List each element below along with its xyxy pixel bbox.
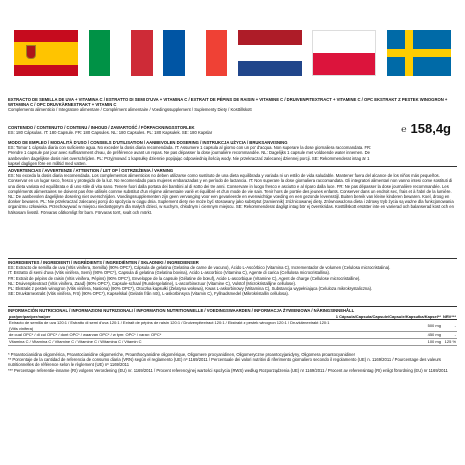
table-row <box>8 320 457 332</box>
row-nrv: - <box>442 320 457 332</box>
flag-poland <box>312 30 376 76</box>
ingredient-line-se: SE: Druvkärnextrakt (Vitis vinifera, Frö) (90% OPC*), Kapselskal (Gelatin från nöt), L-askorbinsyra (Vitamin C), Fyllnadsmedel (Mikrokristallin cellulosa). <box>8 291 289 297</box>
ingredients-block <box>8 260 457 296</box>
nutrition-heading: INFORMACIÓN NUTRICIONAL / INFORMAZIONI NUTRIZIONALI / INFORMATION NUTRITIONNELLE / VOEDINGSWAARDEN / INFORMACJA ŻYWIENIOWA / NÄRINGSINNEHÅLL <box>8 308 355 313</box>
row-nrv: 125 % <box>442 338 457 345</box>
col-per: por/per/par/per/na/per <box>8 313 335 319</box>
row-label: Vitamina C / Vitamina C / Vitamine C / Vitamine C / Witamina C / Vitamin C <box>8 338 335 345</box>
product-subtitle: Complemento alimenticio / Integratore alimentare / Complément alimentaire / Voedingssupplement / Suplementy Diety / Kosttillskott <box>8 107 252 113</box>
warnings-block <box>8 168 457 215</box>
row-label: de cual OPC* / di cui OPC* / dont OPC* / waarvan OPC* / w tym: OPC* / varav: OPC* <box>8 332 335 339</box>
col-per-capsule: 1 Cápsula/Capsula/Capsule/Capsule/Kapsułka/Kapsel** <box>335 313 441 319</box>
ingredients-heading: INGREDIENTES / INGREDIENTI / INGRÉDIENTS / INGREDIËNTEN / SKŁADNIKI / INGREDIENSER <box>8 260 199 265</box>
row-nrv: - <box>442 332 457 339</box>
row-label: Extracto de semilla de uva 120:1 / Estratto di semi d'uva 120:1 / Extrait de pépins de raisin 120:1 / Druivenpitextract 120:1 / Ekstrakt z pestek winogron 120:1 / Druvkärnextrakt 120:1 (Vitis vinifera) <box>8 320 335 332</box>
product-title-block <box>8 97 457 113</box>
footnote-2: ** Porcentaje de la cantidad de referencia de consumo diaria (VRN) según el reglamento (UE) nº 1169/2011 / Percentuale dei valori nutritivi di riferimento giornaliero secondo il regolamento (UE) n. 1169/2011 / Pourcentage des valeurs nutritionnelles de référence selon le règlement (UE) nº 1169/2011 <box>8 357 442 368</box>
contents-heading: CONTENIDO / CONTENUTO / CONTENU / INHOUD / ZAWARTOŚĆ / FÖRPACKNINGSSTORLEK <box>8 125 195 130</box>
flag-row <box>14 30 451 76</box>
ingredient-line-fr: FR: Extrait de pépins de raisin (Vitis vinifera, Pépins) (90% OPC*), Enveloppe de la capsule (Gélatine de bœuf), Acide L-ascorbique (Vitamine C), Agent de charge (Cellulose microcristalline). <box>8 275 361 281</box>
usage-block <box>8 140 378 166</box>
ingredient-line-pl: PL: Ekstrakt z pestek winogron (Vitis vinifera, Nasiona) (90% OPC*), Otoczka kapsułki (Żelatyna wołowa), Kwas L-askorbinowy (Witamina C), Substancja wypełniająca (Celuloza mikrokrystaliczna). <box>8 286 373 292</box>
flag-sweden <box>387 30 451 76</box>
warnings-heading: ADVERTENCIAS / AVVERTENZE / ATTENTION / LET OP / OSTRZEŻENIA / VARNING <box>8 168 174 173</box>
estimated-sign-icon: ℮ <box>401 123 407 134</box>
nutrition-table <box>8 313 457 345</box>
warnings-text: ES: No exceda la dosis diaria recomendada. Los complementos alimenticios no deben utilizarse como sustituto de una dieta equilibrada y variada ni un estilo de vida saludable. Mantener fuera del alcance de los niños más pequeños. Conservar en un lugar seco, fresco y protegido de la luz. No recomendado para mujeres embarazadas y en período de lactancia. IT: Non superare la dose giornaliera raccomandata. Gli integratori alimentari non vanno intesi come sostituti di una dieta variata ed equilibrata e di uno stile di vita sano. Tenere fuori dalla portata dei bambini al di sotto dei tre anni. Conservare in luogo fresco e asciutto e al riparo dalla luce. FR: Ne pas dépasser la dose journalière recommandée. Les compléments alimentaires ne doivent pas être utilisés comme substitut d'un régime alimentaire varié et équilibré et d'un mode de vie sain. Tenir hors de portée des jeunes enfants. Conserver dans un endroit sec, frais et à l'abri de la lumière. NL: De aanbevolen dagelijkse dosering niet overschrijden. Voedingssupplementen zijn geen vervanging voor een gevarieerde en evenwichtige voeding en een gezonde levensstijl. Buiten bereik van kleine kinderen bewaren. Koel, droog en donker bewaren. PL: Nie przekraczać zalecanej porcji do spożycia w ciągu dnia. Suplement diety nie może być stosowany jako substytut (zamiennik) zróżnicowanej diety. Zrównoważona dieta i zdrowy tryb życia są ważne dla funkcjonowania organizmu człowieka. Przechowywać w miejscu niedostępnym dla małych dzieci, w suchym, chłodnym i ciemnym miejscu. SE: Rekommenderat dagligt intag bör ej överskridas. Kosttillskott ersätter inte en varierad och balanserad kost och en hälsosam livsstil. Förvaras oåtkomligt för barn. Förvaras torrt, svalt och mörkt. <box>8 173 454 215</box>
contents-text: ES: 180 Cápsulas. IT: 180 Capsule. FR: 180 Capsules. NL: 180 Capsules. PL: 180 Kapsułek. SE: 180 Kapslar <box>8 130 213 136</box>
divider <box>8 306 457 307</box>
table-row <box>8 332 457 339</box>
table-row <box>8 338 457 345</box>
footnote-3: *** Percentage referentie-inname (RI) volgens Verordening (EU) nr. 1169/2011 / Procent referencyjnej wartości spożycia (RWS) według Rozporządzenia (UE) nr 1169/2011 / Procent av referensintag (RI) enligt förordning (EU) nr 1169/2011 <box>8 367 448 373</box>
footnotes-block <box>8 352 457 373</box>
row-value: 500 mg <box>335 320 442 332</box>
nutrition-block <box>8 308 457 346</box>
product-title: EXTRACTO DE SEMILLA DE UVA + VITAMINA C / ESTRATTO DI SEMI D'UVA + VITAMINA C / EXTRAIT DE PÉPINS DE RAISIN + VITAMINE C / DRUIVENPITEXTRACT + VITAMINE C / OPC EKSTRAKT Z PESTEK WINOGRON + WITAMINA C / OPC DRUVKÄRNEXTRAKT + VITAMIN C <box>8 97 448 108</box>
contents-block <box>8 125 378 135</box>
divider <box>8 258 457 259</box>
col-nrv: NRV*** <box>442 313 456 319</box>
ingredient-line-es: ES: Extracto de semilla de uva (Vitis vinifera, Semilla) (90% OPC*), Cápsula de gelatina (Gelatina de carne de vacuno), Ácido L-Ascórbico (Vitamina C), Incrementador de volumen (Celulosa microcristalina). <box>8 265 391 271</box>
usage-heading: MODO DE EMPLEO / MODALITÀ D'USO / CONSEILS D'UTILISATION / AANBEVOLEN DOSERING / INSTRUKCJA UŻYCIA / BRUKSANVISNING <box>8 140 288 145</box>
flag-netherlands <box>238 30 302 76</box>
net-weight-value: 158,4g <box>410 121 451 136</box>
usage-text: ES: Tomar 1 cápsula diaria con suficiente agua. No exceder la dosis diaria recomendada. IT: Assumere 1 capsula al giorno con un po' d'acqua. Non superare la dose giornaliera raccomandata. FR: Prendre 1 capsule par jour avec suffisamment d'eau, de préférence avant un repas. Ne pas dépasser la dose journalière recommandée. NL: Dagelijks 1 capsule met voldoende water innemen. De aanbevolen dagelijkse dosis niet overschrijden. PL: Przyjmować 1 kapsułkę dziennie popijając odpowiednią ilością wody. Nie przekraczać zalecanej dziennej porcji. SE: Rekommenderat intag är 1 kapsel dagligen före en måltid med vatten. <box>8 145 372 166</box>
row-value: 450 mg <box>335 332 442 339</box>
net-weight <box>401 121 451 136</box>
row-value: 100 mg <box>335 338 442 345</box>
coat-of-arms-icon <box>26 45 36 59</box>
footnote-1: * Proantocianidina oligomérica, Proantocianidine oligomeriche, Proanthocyanidine oligomérique, Oligomere procyanidinen, Oligomeryczne proantocyjanidyny, Oligomera proantocyanidiner <box>8 352 355 357</box>
ingredient-line-nl: NL: Druivenpitextract (Vitis vinifera, Zaad) (90% OPC*), Capsule-schaal (Rundergelatine), L-ascorbinezuur (Vitamine C), Vulstof (Microkristallijne cellulose). <box>8 280 297 286</box>
flag-spain <box>14 30 78 76</box>
flag-france <box>163 30 227 76</box>
flag-italy <box>89 30 153 76</box>
ingredient-line-it: IT: Estratto di semi d'uva (Vitis vinifera, Semi) (90% OPC*), Capsula di gelatina (Gelatina bovina), Acido L-ascorbico (Vitamina C), Agente di carica (Cellulosa microcristallina). <box>8 270 331 276</box>
divider <box>8 166 457 167</box>
